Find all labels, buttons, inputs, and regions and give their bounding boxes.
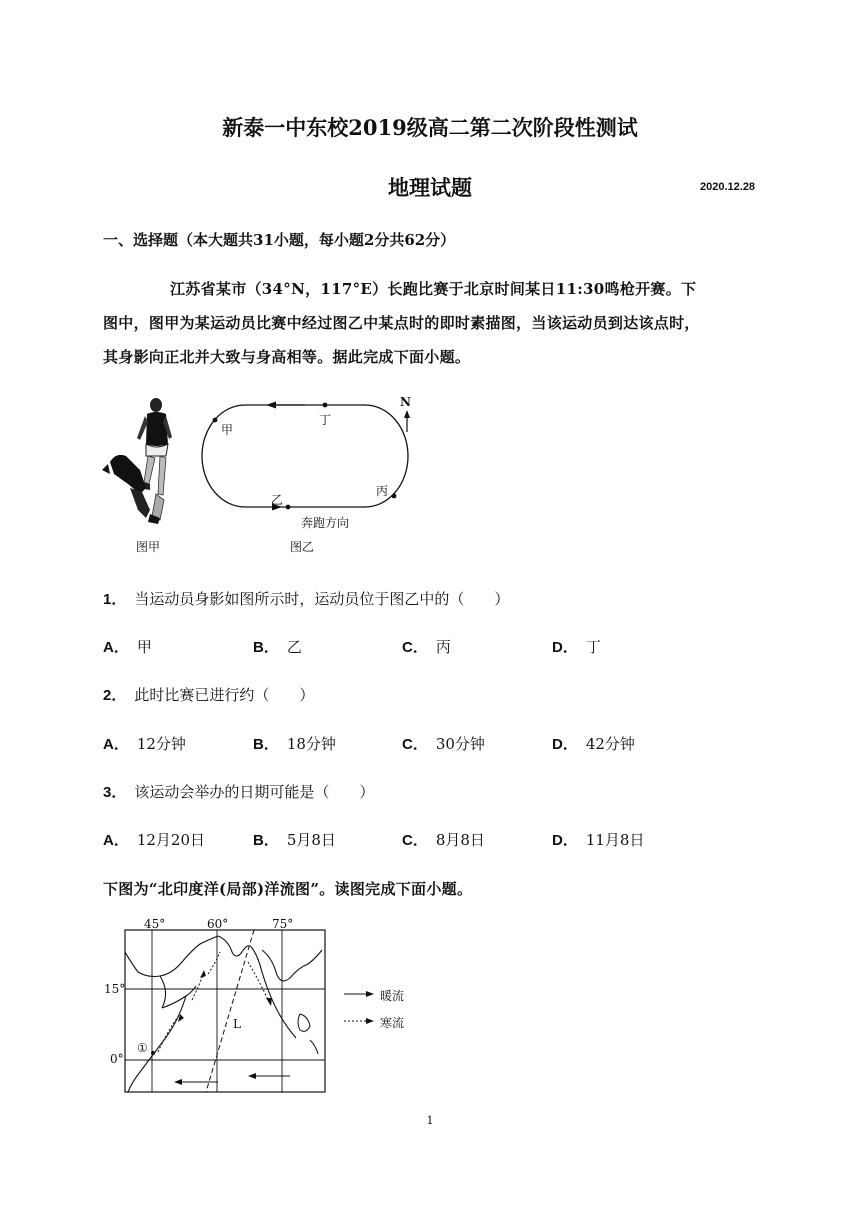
exam-title: 新泰一中东校2019级高二第二次阶段性测试 xyxy=(222,115,638,140)
q2-option-c[interactable] xyxy=(402,733,485,754)
question-number: 3． xyxy=(103,784,127,801)
q3-option-d[interactable] xyxy=(552,829,644,850)
figure-runner-track xyxy=(100,392,430,560)
option-label: A． xyxy=(103,832,129,849)
q3-option-a[interactable] xyxy=(103,829,205,850)
option-label: B． xyxy=(253,736,279,753)
point-ding-label: 丁 xyxy=(319,413,332,427)
question-text: 当运动员身影如图所示时，运动员位于图乙中的（ ） xyxy=(134,590,510,608)
ocean-current-map xyxy=(100,912,430,1097)
q2-option-d[interactable] xyxy=(552,733,635,754)
lat-15-label: 15° xyxy=(104,982,126,996)
option-label: B． xyxy=(253,832,279,849)
option-text: 丙 xyxy=(435,638,451,656)
option-text: 18分钟 xyxy=(286,735,336,753)
point-yi-label: 乙 xyxy=(271,493,284,507)
runner-sketch-image xyxy=(102,398,172,524)
option-text: 30分钟 xyxy=(435,735,485,753)
legend-cold-current: 寒流 xyxy=(380,1016,405,1030)
lon-60-label: 60° xyxy=(207,917,229,931)
question-text: 此时比赛已进行约（ ） xyxy=(134,686,315,704)
passage-2: 下图为“北印度洋(局部)洋流图”。读图完成下面小题。 xyxy=(103,880,473,898)
exam-subtitle: 地理试题 xyxy=(388,175,472,200)
question-1 xyxy=(103,588,509,609)
option-label: A． xyxy=(103,639,129,656)
point-jia-label: 甲 xyxy=(221,423,234,437)
option-text: 12分钟 xyxy=(136,735,186,753)
caption-figure-b: 图乙 xyxy=(290,540,315,554)
option-text: 甲 xyxy=(136,638,152,656)
option-text: 5月8日 xyxy=(286,831,336,849)
option-label: B． xyxy=(253,639,279,656)
passage-line-3: 其身影向正北并大致与身高相等。据此完成下面小题。 xyxy=(103,348,471,366)
section-heading: 一、选择题（本大题共31小题，每小题2分共62分） xyxy=(103,231,456,249)
option-label: D． xyxy=(552,736,578,753)
point-bing-label: 丙 xyxy=(376,484,389,498)
q1-option-d[interactable] xyxy=(552,636,601,657)
label-l: L xyxy=(233,1017,241,1031)
legend-warm-current: 暖流 xyxy=(380,989,405,1003)
question-2 xyxy=(103,684,314,705)
lat-0-label: 0° xyxy=(110,1052,124,1066)
label-circle-1: ① xyxy=(137,1041,148,1055)
option-text: 丁 xyxy=(585,638,601,656)
option-label: C． xyxy=(402,736,428,753)
option-text: 11月8日 xyxy=(585,831,645,849)
run-direction-label: 奔跑方向 xyxy=(301,516,350,530)
option-label: A． xyxy=(103,736,129,753)
q3-option-b[interactable] xyxy=(253,829,336,850)
lon-45-label: 45° xyxy=(144,917,166,931)
question-text: 该运动会举办的日期可能是（ ） xyxy=(134,783,375,801)
option-text: 42分钟 xyxy=(585,735,635,753)
question-number: 1． xyxy=(103,591,127,608)
option-label: C． xyxy=(402,832,428,849)
north-label: N xyxy=(400,395,411,409)
q2-option-a[interactable] xyxy=(103,733,186,754)
q3-option-c[interactable] xyxy=(402,829,485,850)
q1-option-b[interactable] xyxy=(253,636,302,657)
q2-option-b[interactable] xyxy=(253,733,336,754)
caption-figure-a: 图甲 xyxy=(136,540,161,554)
question-number: 2． xyxy=(103,687,127,704)
passage-line-2: 图中，图甲为某运动员比赛中经过图乙中某点时的即时素描图，当该运动员到达该点时， xyxy=(103,314,700,332)
passage-line-1: 江苏省某市（34°N，117°E）长跑比赛于北京时间某日11:30鸣枪开赛。下 xyxy=(170,280,697,298)
option-label: D． xyxy=(552,639,578,656)
lon-75-label: 75° xyxy=(272,917,294,931)
option-text: 乙 xyxy=(286,638,302,656)
option-text: 8月8日 xyxy=(435,831,485,849)
question-3 xyxy=(103,781,374,802)
exam-date: 2020.12.28 xyxy=(700,181,756,193)
q1-option-c[interactable] xyxy=(402,636,451,657)
option-label: D． xyxy=(552,832,578,849)
option-label: C． xyxy=(402,639,428,656)
page-number: 1 xyxy=(426,1114,434,1127)
q1-option-a[interactable] xyxy=(103,636,152,657)
option-text: 12月20日 xyxy=(136,831,206,849)
